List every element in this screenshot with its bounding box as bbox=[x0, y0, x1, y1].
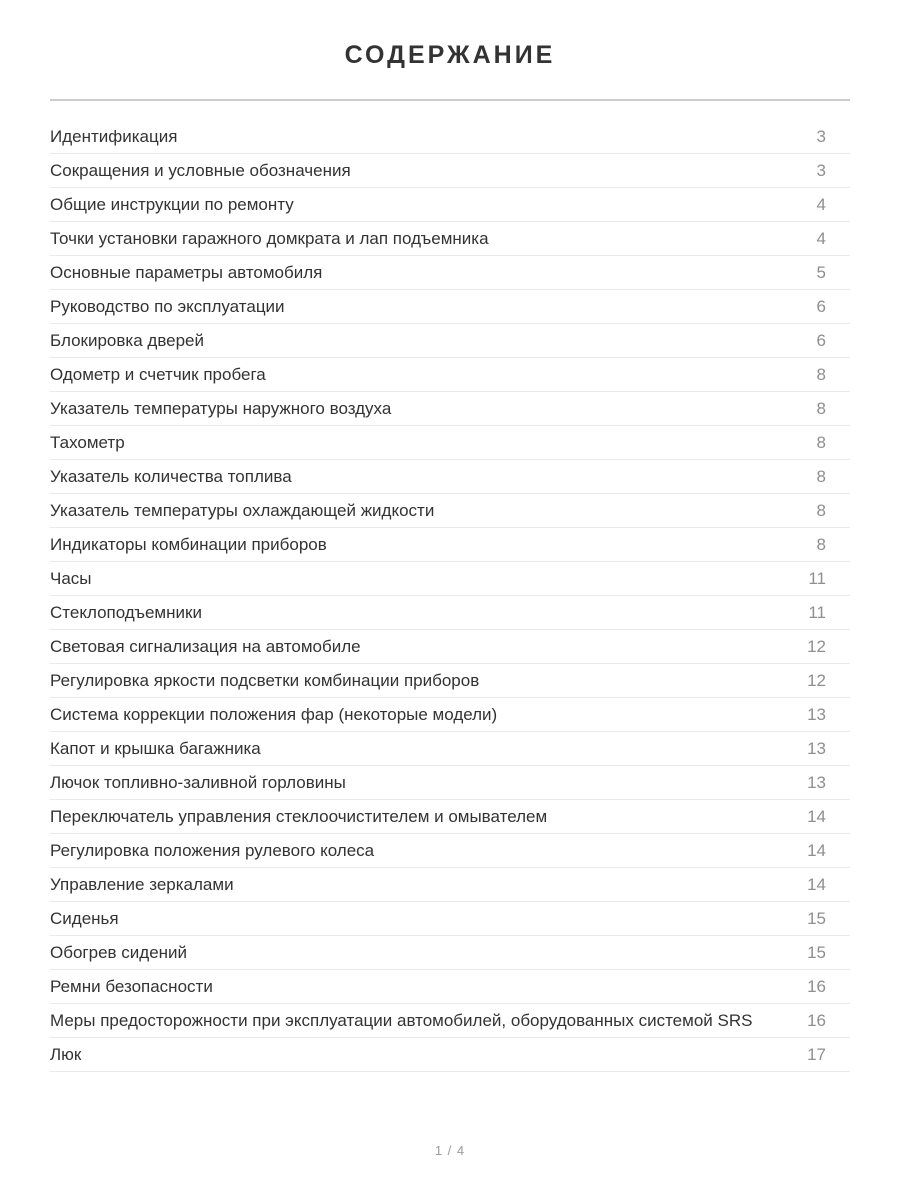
toc-item[interactable] bbox=[50, 1038, 850, 1072]
toc-item[interactable] bbox=[50, 120, 850, 154]
toc-item-page-number: 4 bbox=[816, 194, 826, 214]
toc-item-page-number: 11 bbox=[808, 602, 826, 622]
toc-item-label: Регулировка положения рулевого колеса bbox=[50, 840, 375, 860]
toc-item[interactable] bbox=[50, 392, 850, 426]
toc-item[interactable] bbox=[50, 1004, 850, 1038]
toc-item-label: Система коррекции положения фар (некоторые модели) bbox=[50, 704, 498, 724]
toc-item-label: Одометр и счетчик пробега bbox=[50, 364, 266, 384]
toc-item[interactable] bbox=[50, 800, 850, 834]
toc-item-label: Руководство по эксплуатации bbox=[50, 296, 285, 316]
toc-item-label: Меры предосторожности при эксплуатации автомобилей, оборудованных системой SRS bbox=[50, 1010, 753, 1030]
toc-item-label: Тахометр bbox=[50, 432, 125, 452]
page-indicator: 1 / 4 bbox=[434, 1143, 466, 1158]
toc-item-label: Блокировка дверей bbox=[50, 330, 205, 350]
toc-item[interactable] bbox=[50, 698, 850, 732]
title-divider bbox=[50, 99, 850, 101]
toc-item[interactable] bbox=[50, 766, 850, 800]
toc-item-page-number: 16 bbox=[807, 1010, 826, 1030]
toc-item-page-number: 8 bbox=[816, 432, 826, 452]
toc-item-page-number: 6 bbox=[816, 330, 826, 350]
toc-item-label: Общие инструкции по ремонту bbox=[50, 194, 294, 214]
toc-item-label: Регулировка яркости подсветки комбинации приборов bbox=[50, 670, 480, 690]
toc-item-label: Люк bbox=[50, 1044, 82, 1064]
toc-item-label: Лючок топливно-заливной горловины bbox=[50, 772, 346, 792]
toc-item[interactable] bbox=[50, 290, 850, 324]
toc-item-page-number: 17 bbox=[807, 1044, 826, 1064]
toc-item-label: Часы bbox=[50, 568, 92, 588]
toc-item-page-number: 13 bbox=[807, 772, 826, 792]
toc-item[interactable] bbox=[50, 596, 850, 630]
toc-item[interactable] bbox=[50, 358, 850, 392]
toc-item[interactable] bbox=[50, 494, 850, 528]
toc-item[interactable] bbox=[50, 936, 850, 970]
toc-item-label: Указатель количества топлива bbox=[50, 466, 292, 486]
toc-item-page-number: 11 bbox=[808, 568, 826, 588]
toc-item-label: Указатель температуры наружного воздуха bbox=[50, 398, 392, 418]
toc-item-label: Идентификация bbox=[50, 126, 178, 146]
toc-item-page-number: 8 bbox=[816, 398, 826, 418]
toc-item[interactable] bbox=[50, 222, 850, 256]
toc-item-page-number: 14 bbox=[807, 874, 826, 894]
toc-item-page-number: 6 bbox=[816, 296, 826, 316]
toc-item-page-number: 3 bbox=[816, 160, 826, 180]
toc-item[interactable] bbox=[50, 460, 850, 494]
toc-item[interactable] bbox=[50, 426, 850, 460]
toc-list bbox=[50, 120, 850, 1072]
toc-item-label: Обогрев сидений bbox=[50, 942, 188, 962]
toc-item[interactable] bbox=[50, 256, 850, 290]
toc-item[interactable] bbox=[50, 630, 850, 664]
toc-item-label: Управление зеркалами bbox=[50, 874, 234, 894]
toc-item-page-number: 15 bbox=[807, 942, 826, 962]
toc-item-page-number: 8 bbox=[816, 500, 826, 520]
toc-item[interactable] bbox=[50, 868, 850, 902]
toc-item[interactable] bbox=[50, 188, 850, 222]
toc-item-label: Световая сигнализация на автомобиле bbox=[50, 636, 361, 656]
toc-item[interactable] bbox=[50, 324, 850, 358]
toc-item-page-number: 5 bbox=[816, 262, 826, 282]
toc-item-page-number: 13 bbox=[807, 738, 826, 758]
toc-item-page-number: 13 bbox=[807, 704, 826, 724]
toc-item-page-number: 8 bbox=[816, 466, 826, 486]
toc-item-page-number: 15 bbox=[807, 908, 826, 928]
toc-item-label: Стеклоподъемники bbox=[50, 602, 202, 622]
toc-item[interactable] bbox=[50, 562, 850, 596]
toc-item-label: Переключатель управления стеклоочистителем и омывателем bbox=[50, 806, 548, 826]
toc-item-label: Сокращения и условные обозначения bbox=[50, 160, 351, 180]
page-title: СОДЕРЖАНИЕ bbox=[344, 41, 556, 69]
toc-item-page-number: 3 bbox=[816, 126, 826, 146]
toc-item[interactable] bbox=[50, 970, 850, 1004]
toc-item-page-number: 4 bbox=[816, 228, 826, 248]
toc-item-label: Точки установки гаражного домкрата и лап подъемника bbox=[50, 228, 489, 248]
toc-item-page-number: 8 bbox=[816, 364, 826, 384]
toc-item[interactable] bbox=[50, 834, 850, 868]
toc-item-label: Сиденья bbox=[50, 908, 119, 928]
toc-item-label: Индикаторы комбинации приборов bbox=[50, 534, 327, 554]
toc-item-label: Основные параметры автомобиля bbox=[50, 262, 323, 282]
toc-item-label: Указатель температуры охлаждающей жидкости bbox=[50, 500, 435, 520]
toc-item-page-number: 12 bbox=[807, 670, 826, 690]
toc-item[interactable] bbox=[50, 902, 850, 936]
toc-item-label: Капот и крышка багажника bbox=[50, 738, 261, 758]
toc-item-page-number: 12 bbox=[807, 636, 826, 656]
toc-item-page-number: 14 bbox=[807, 806, 826, 826]
toc-item-page-number: 16 bbox=[807, 976, 826, 996]
toc-item[interactable] bbox=[50, 154, 850, 188]
toc-item[interactable] bbox=[50, 528, 850, 562]
toc-item-page-number: 14 bbox=[807, 840, 826, 860]
toc-item[interactable] bbox=[50, 732, 850, 766]
toc-item[interactable] bbox=[50, 664, 850, 698]
toc-item-page-number: 8 bbox=[816, 534, 826, 554]
toc-item-label: Ремни безопасности bbox=[50, 976, 213, 996]
